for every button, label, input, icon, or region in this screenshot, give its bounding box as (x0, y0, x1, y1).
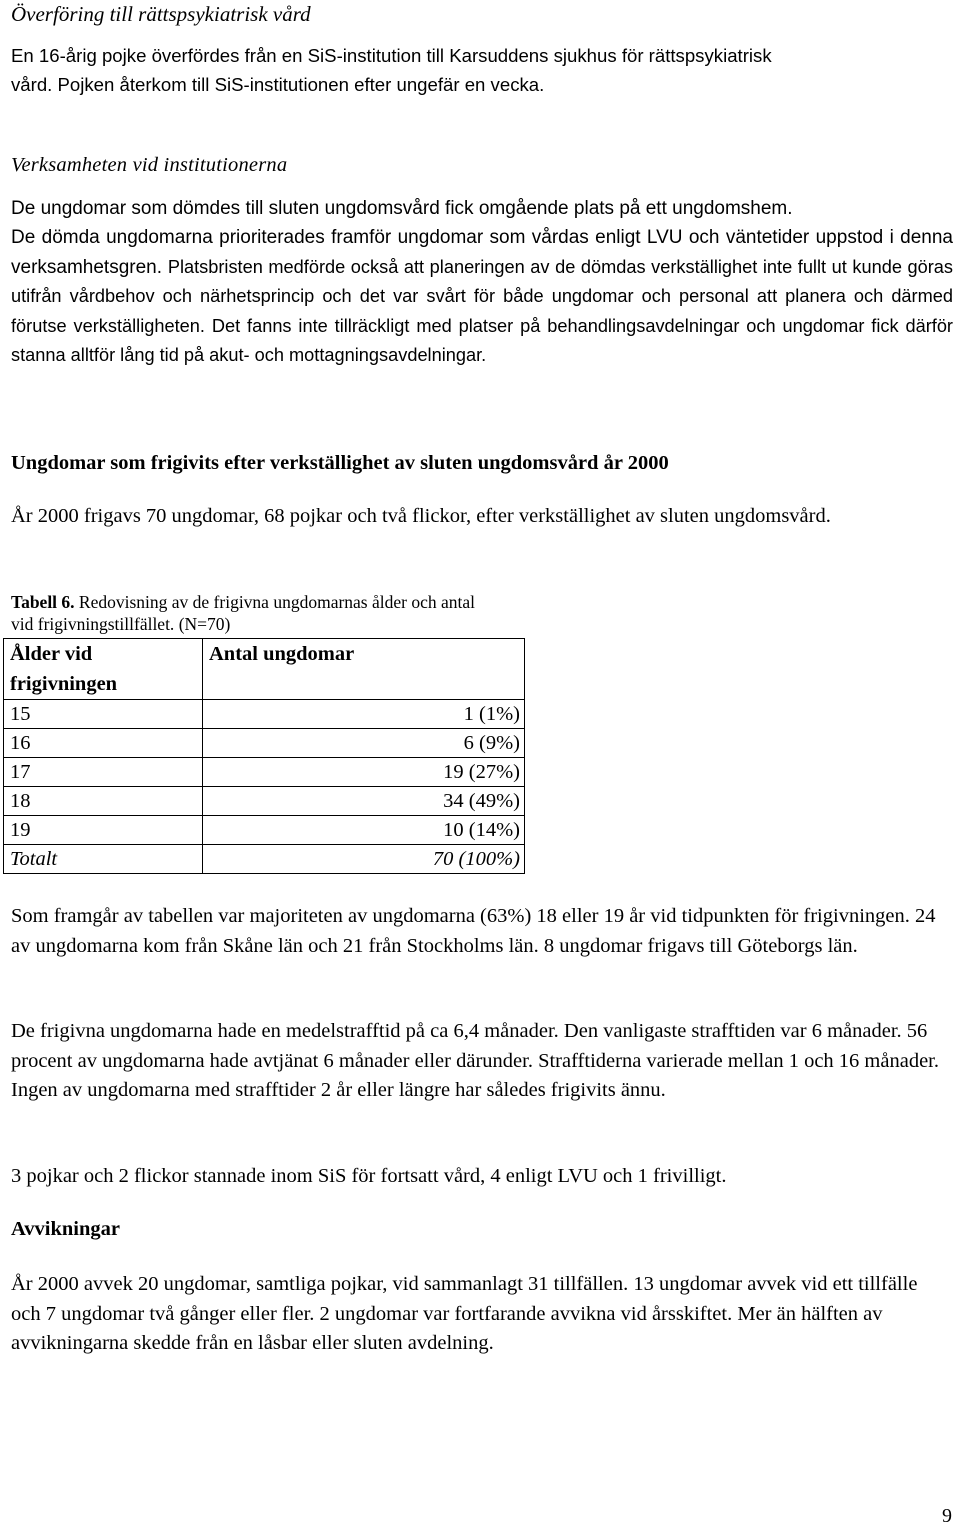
released-heading: Ungdomar som frigivits efter verkställighet av sluten ungdomsvård år 2000 (11, 452, 669, 474)
table-row (4, 787, 525, 816)
paragraph-sentence-length: De frigivna ungdomarna hade en medelstrafftid på ca 6,4 månader. Den vanligaste strafftiden var 6 månader. 56 procent av ungdomarna hade avtjänat 6 månader eller därunder. Strafftiderna varierade mellan 1 och 16 månader. Ingen av ungdomarna med strafftider 2 år eller längre har således frigivits ännu. (11, 1020, 939, 1101)
table-caption-label: Tabell 6. (11, 592, 75, 612)
table-cell-age: 18 (4, 787, 203, 816)
table-total-row (4, 845, 525, 874)
transfer-text-line-2: vård. Pojken återkom till SiS-institutionen efter ungefär en vecka. (11, 74, 545, 95)
table-row (4, 758, 525, 787)
table-header-count: Antal ungdomar (203, 639, 525, 700)
activity-line-1: De ungdomar som dömdes till sluten ungdomsvård fick omgående plats på ett ungdomshem. (11, 198, 793, 219)
table-cell-age: 16 (4, 729, 203, 758)
table-row (4, 816, 525, 845)
table-cell-count: 10 (14%) (203, 816, 525, 845)
page-number: 9 (942, 1505, 952, 1527)
paragraph-continued-care: 3 pojkar och 2 flickor stannade inom SiS för fortsatt vård, 4 enligt LVU och 1 frivilligt. (11, 1165, 727, 1187)
release-age-table (3, 638, 525, 874)
table-cell-age: 17 (4, 758, 203, 787)
transfer-heading: Överföring till rättspsykiatrisk vård (11, 2, 311, 26)
activity-paragraph (11, 223, 953, 371)
table-cell-age: 15 (4, 700, 203, 729)
table-caption-text: Redovisning av de frigivna ungdomarnas ålder och antal vid frigivningstillfället. (11, 592, 475, 634)
table-caption-n: (N=70) (178, 614, 231, 634)
table-row (4, 729, 525, 758)
table-header-row (4, 639, 525, 700)
paragraph-absconding: År 2000 avvek 20 ungdomar, samtliga pojkar, vid sammanlagt 31 tillfällen. 13 ungdomar avvek vid ett tillfälle och 7 ungdomar två gånger eller fler. 2 ungdomar var fortfarande avvikna vid årsskiftet. Mer än hälften av avvikningarna skedde från en låsbar eller sluten avdelning. (11, 1273, 918, 1354)
table-caption (11, 591, 501, 635)
table-cell-count: 6 (9%) (203, 729, 525, 758)
activity-text-2: Platsbristen medförde också att planeringen av de dömdas verkställighet inte fullt ut kunde göras utifrån vårdbehov och närhetsprincip och det var svårt för både ungdomar och personal att planera och därmed förutse verkställigheten. Det fanns inte tillräckligt med platser på behandlingsavdelningar och ungdomar fick därför stanna alltför lång tid på akut- och mottagningsavdelningar. (11, 256, 953, 365)
table-total-age: Totalt (4, 845, 203, 874)
activity-heading: Verksamheten vid institutionerna (11, 154, 288, 176)
absconding-heading: Avvikningar (11, 1218, 120, 1240)
table-cell-count: 19 (27%) (203, 758, 525, 787)
table-header-age: Ålder vid frigivningen (4, 639, 203, 700)
table-cell-count: 1 (1%) (203, 700, 525, 729)
released-text: År 2000 frigavs 70 ungdomar, 68 pojkar och två flickor, efter verkställighet av sluten ungdomsvård. (11, 505, 831, 527)
table-cell-age: 19 (4, 816, 203, 845)
table-cell-count: 34 (49%) (203, 787, 525, 816)
table-total-count: 70 (100%) (203, 845, 525, 874)
table-row (4, 700, 525, 729)
paragraph-majority: Som framgår av tabellen var majoriteten av ungdomarna (63%) 18 eller 19 år vid tidpunkten för frigivningen. 24 av ungdomarna kom från Skåne län och 21 från Stockholms län. 8 ungdomar frigavs till Göteborgs län. (11, 905, 936, 957)
transfer-text-line-1: En 16-årig pojke överfördes från en SiS-institution till Karsuddens sjukhus för rättspsykiatrisk (11, 45, 772, 66)
activity-line-2: De dömda ungdomarna prioriterades framför ungdomar som vårdas enligt LVU och väntetider uppstod i denna verksamhetsgren. (11, 227, 953, 278)
